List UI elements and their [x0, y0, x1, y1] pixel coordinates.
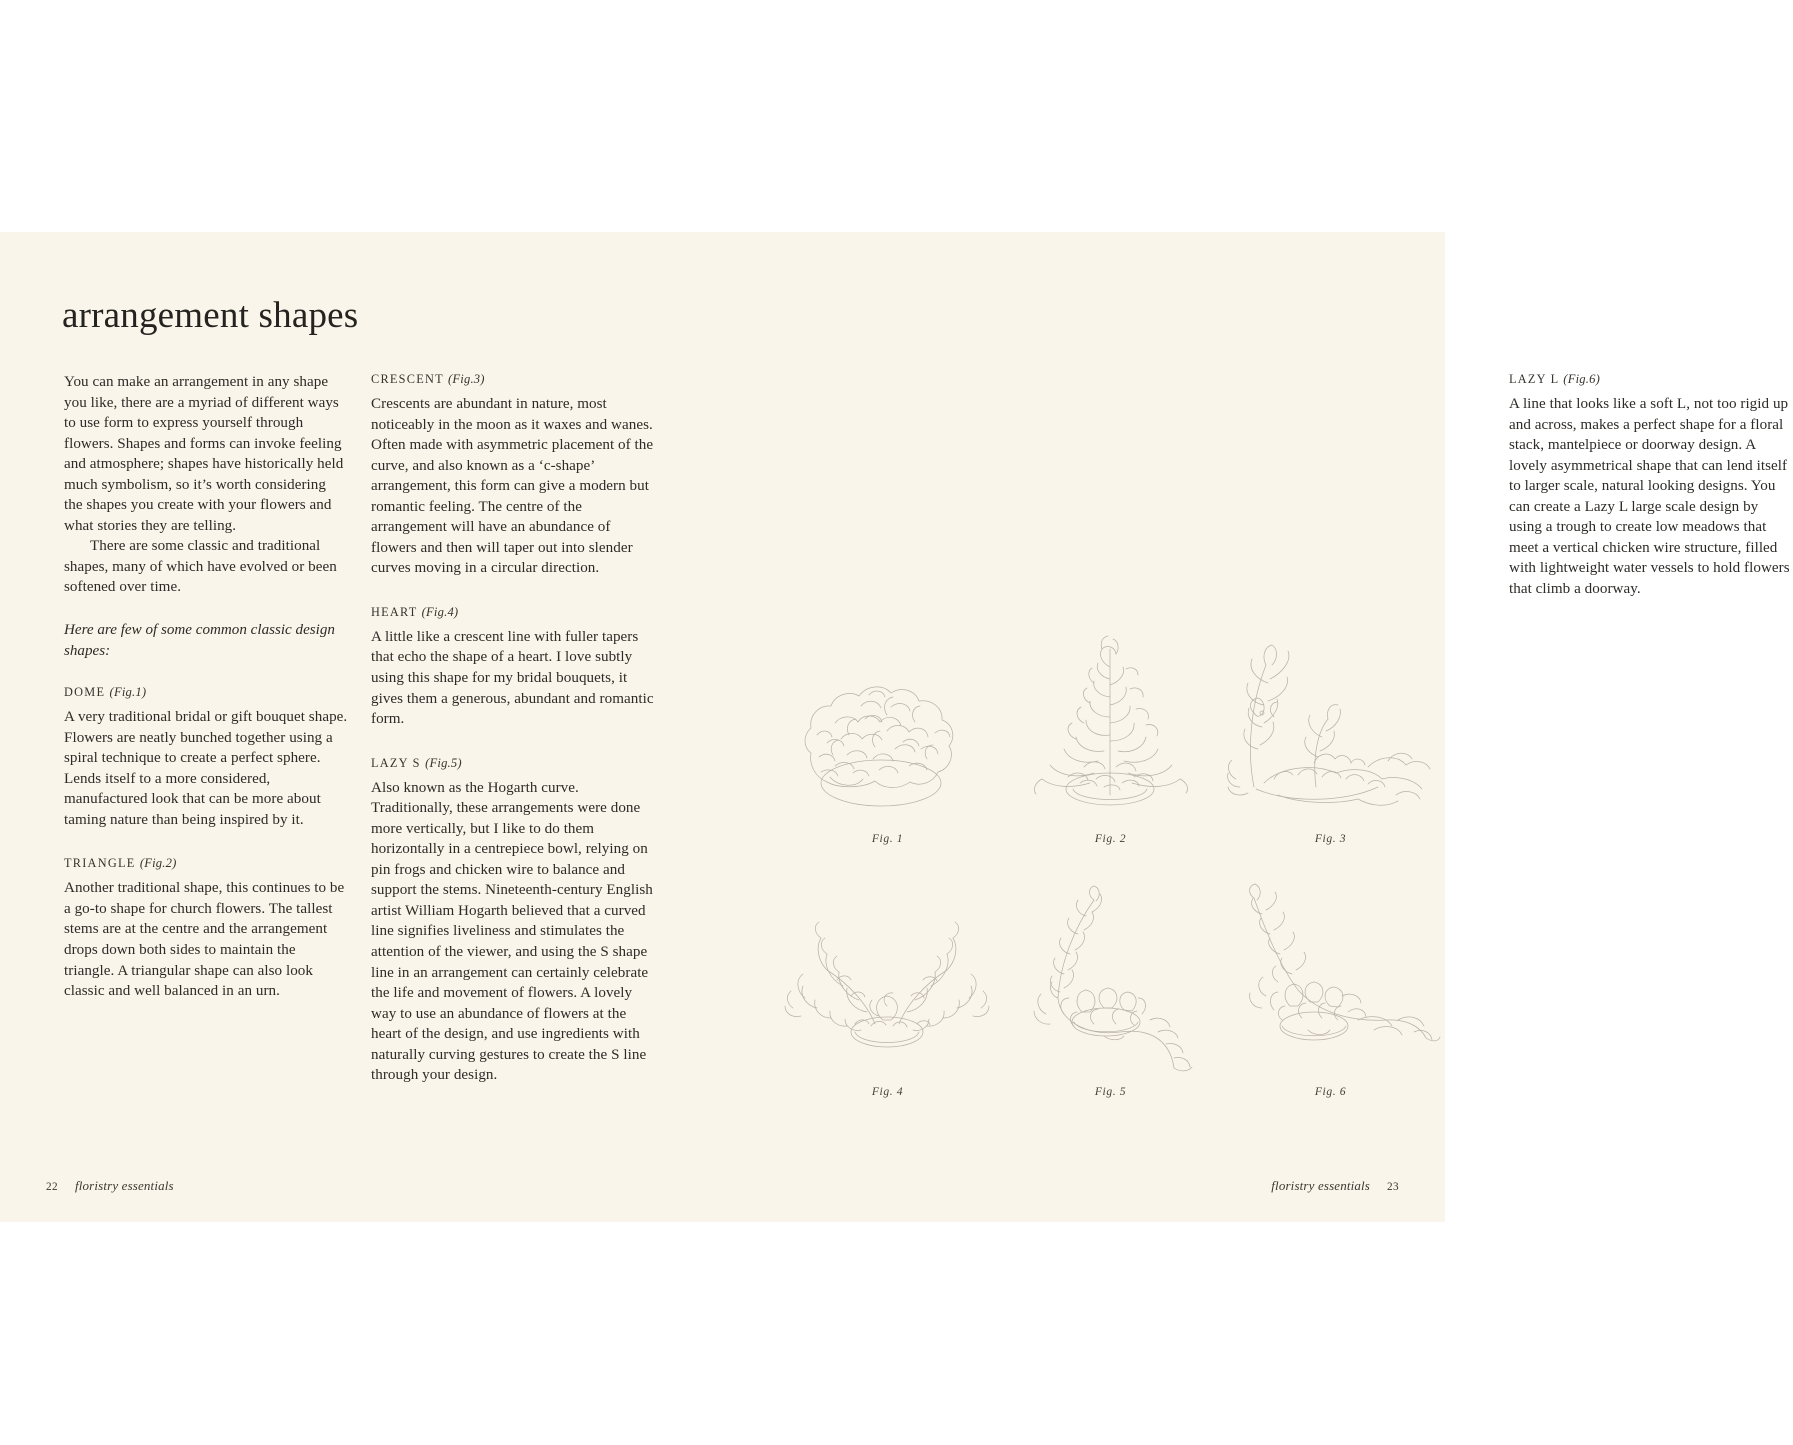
running-title-left: floristry essentials [75, 1178, 174, 1193]
section-heading-heart-label: HEART [371, 604, 418, 619]
figure-4-caption: Fig. 4 [871, 1085, 904, 1098]
page-title: arrangement shapes [62, 295, 359, 336]
figure-2 [998, 627, 1223, 859]
figure-6 [1218, 880, 1443, 1112]
text-column-2 [371, 372, 655, 1086]
dome-bouquet-illustration [775, 627, 1000, 827]
section-heading-lazy-s [371, 756, 655, 771]
text-column-1 [64, 372, 348, 1002]
figure-1-caption: Fig. 1 [871, 832, 904, 845]
footer-right [1271, 1178, 1399, 1194]
section-heading-dome-figref: (Fig.1) [109, 685, 147, 700]
section-heading-triangle-label: TRIANGLE [64, 856, 136, 871]
triangle-arrangement-illustration [998, 627, 1223, 827]
figure-6-caption: Fig. 6 [1314, 1085, 1347, 1098]
figure-2-caption: Fig. 2 [1094, 832, 1127, 845]
section-heading-dome [64, 685, 348, 700]
right-page [722, 232, 1790, 1222]
section-heading-dome-label: DOME [64, 685, 106, 700]
section-heading-crescent-figref: (Fig.3) [447, 372, 485, 386]
text-column-3 [1509, 372, 1793, 599]
page-number-left: 22 [46, 1181, 58, 1193]
section-heading-heart-figref: (Fig.4) [421, 604, 459, 619]
lead-in-text: Here are few of some common classic design shapes: [64, 622, 335, 659]
section-body-lazy-s: Also known as the Hogarth curve. Traditionally, these arrangements were done more vertically, but I like to do them horizontally in a centrepiece bowl, relying on pin frogs and chicken wire to balance and support the stems. Nineteenth-century English artist William Hogarth believed that a curved line signifies liveliness and stimulates the attention of the viewer, and using the S shape line in an arrangement can certainly celebrate the life and movement of flowers. A lovely way to use an abundance of flowers at the heart of the design, and use ingredients with naturally curving gestures to create the S line through your design. [371, 779, 653, 1084]
section-heading-lazy-l [1509, 372, 1793, 387]
intro-paragraph-2: There are some classic and traditional shapes, many of which have evolved or been softened over time. [64, 538, 337, 596]
section-heading-lazy-s-figref: (Fig.5) [425, 755, 462, 770]
section-heading-heart [371, 605, 655, 620]
lazy-s-arrangement-illustration [998, 880, 1223, 1080]
running-title-right: floristry essentials [1271, 1178, 1370, 1193]
figure-5-caption: Fig. 5 [1094, 1085, 1127, 1098]
figure-3-caption: Fig. 3 [1314, 832, 1347, 845]
left-page [0, 232, 722, 1222]
section-body-lazy-l: A line that looks like a soft L, not too rigid up and across, makes a perfect shape for a floral stack, mantelpiece or doorway design. A lovely asymmetrical shape that can lend itself to larger scale, natural looking designs. You can create a Lazy L large scale design by using a trough to create low meadows that meet a vertical chicken wire structure, filled with lightweight water vessels to hold flowers that climb a doorway. [1509, 396, 1790, 597]
figure-grid [740, 627, 1440, 1147]
section-heading-lazy-l-figref: (Fig.6) [1563, 372, 1601, 386]
section-body-triangle: Another traditional shape, this continues to be a go-to shape for church flowers. The tallest stems are at the centre and the arrangement drops down both sides to maintain the triangle. A triangular shape can also look classic and well balanced in an urn. [64, 880, 345, 1000]
crescent-arrangement-illustration [1218, 627, 1443, 827]
figure-4 [775, 880, 1000, 1112]
heart-arrangement-illustration [775, 880, 1000, 1080]
section-body-heart: A little like a crescent line with fuller tapers that echo the shape of a heart. I love subtly using this shape for my bridal bouquets, it gives them a generous, abundant and romantic form. [371, 628, 654, 728]
book-spread [0, 232, 1790, 1222]
figure-1 [775, 627, 1000, 859]
figure-3 [1218, 627, 1443, 859]
section-heading-triangle [64, 856, 348, 871]
section-heading-crescent-label: CRESCENT [371, 372, 444, 386]
footer-left [46, 1178, 174, 1194]
section-heading-triangle-figref: (Fig.2) [139, 856, 177, 871]
lazy-l-arrangement-illustration [1218, 880, 1443, 1080]
section-heading-lazy-s-label: LAZY S [371, 755, 421, 770]
figure-5 [998, 880, 1223, 1112]
section-heading-crescent [371, 372, 655, 387]
page-number-right: 23 [1387, 1181, 1399, 1193]
intro-paragraph-1: You can make an arrangement in any shape you like, there are a myriad of different ways to use form to express yourself through flowers. Shapes and forms can invoke feeling and atmosphere; shapes have historically held much symbolism, so it’s worth considering the shapes you create with your flowers and what stories they are telling. [64, 374, 344, 534]
section-body-dome: A very traditional bridal or gift bouquet shape. Flowers are neatly bunched together using a spiral technique to create a perfect sphere. Lends itself to a more considered, manufactured look that can be more about taming nature than being inspired by it. [64, 709, 348, 828]
section-heading-lazy-l-label: LAZY L [1509, 372, 1559, 386]
section-body-crescent: Crescents are abundant in nature, most noticeably in the moon as it waxes and wanes. Often made with asymmetric placement of the curve, and also known as a ‘c-shape’ arrangement, this form can give a modern but romantic feeling. The centre of the arrangement will have an abundance of flowers and then will taper out into slender curves moving in a circular direction. [371, 396, 654, 577]
